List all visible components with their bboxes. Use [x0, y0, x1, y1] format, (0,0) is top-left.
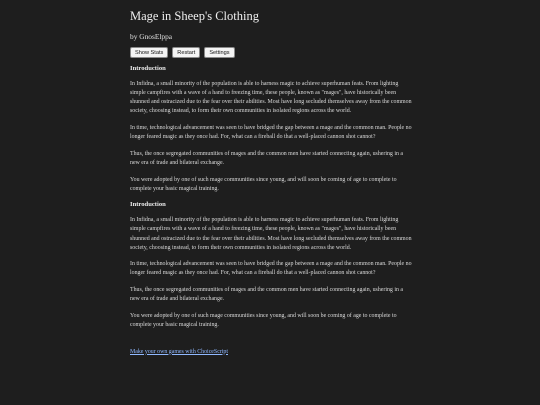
story-paragraph: Thus, the once segregated communities of mages and the common men have started connecting again, ushering in a new era of trade and bilateral exchange. [130, 150, 404, 166]
game-title: Mage in Sheep's Clothing [130, 9, 259, 23]
story-paragraph: You were adopted by one of such mage communities since young, and will soon be coming of age to complete to complete your basic magical training. [130, 176, 397, 192]
author-byline: by GnosElppa [130, 32, 173, 41]
story-paragraph: In Infidna, a small minority of the population is able to harness magic to achieve superhuman feats. From lighting simple campfires with a wave of a hand to freezing time, these people, known as "mages", have historically been shunned and ostracized due to the fear over their abilities. Most have long secluded themselves away from the common society, choosing instead, to form their own communities in isolated regions across the world. [130, 217, 412, 251]
toolbar [130, 47, 412, 58]
story-paragraph: In Infidna, a small minority of the population is able to harness magic to achieve superhuman feats. From lighting simple campfires with a wave of a hand to freezing time, these people, known as "mages", have historically been shunned and ostracized due to the fear over their abilities. Most have long secluded themselves away from the common society, choosing instead, to form their own communities in isolated regions across the world. [130, 81, 412, 115]
section-heading: Introduction [130, 65, 166, 72]
restart-button[interactable]: Restart [172, 47, 200, 58]
story-section [130, 201, 412, 330]
story-paragraph: In time, technological advancement was seen to have bridged the gap between a mage and the common man. People no longer feared magic as they once had. For, what can a fireball do that a well-placed cannon shot cannot? [130, 124, 412, 141]
choicescript-link[interactable]: Make your own games with ChoiceScript [130, 348, 228, 355]
story-paragraph: In time, technological advancement was seen to have bridged the gap between a mage and the common man. People no longer feared magic as they once had. For, what can a fireball do that a well-placed cannon shot cannot? [130, 261, 412, 277]
content-column [130, 0, 412, 357]
story-paragraph: Thus, the once segregated communities of mages and the common men have started connecting again, ushering in a new era of trade and bilateral exchange. [130, 287, 404, 303]
settings-button[interactable]: Settings [204, 47, 234, 58]
story-paragraph: You were adopted by one of such mage communities since young, and will soon be coming of age to complete to complete your basic magical training. [130, 312, 397, 328]
story-section [130, 65, 412, 194]
section-heading: Introduction [130, 201, 166, 209]
show-stats-button[interactable]: Show Stats [130, 47, 168, 58]
